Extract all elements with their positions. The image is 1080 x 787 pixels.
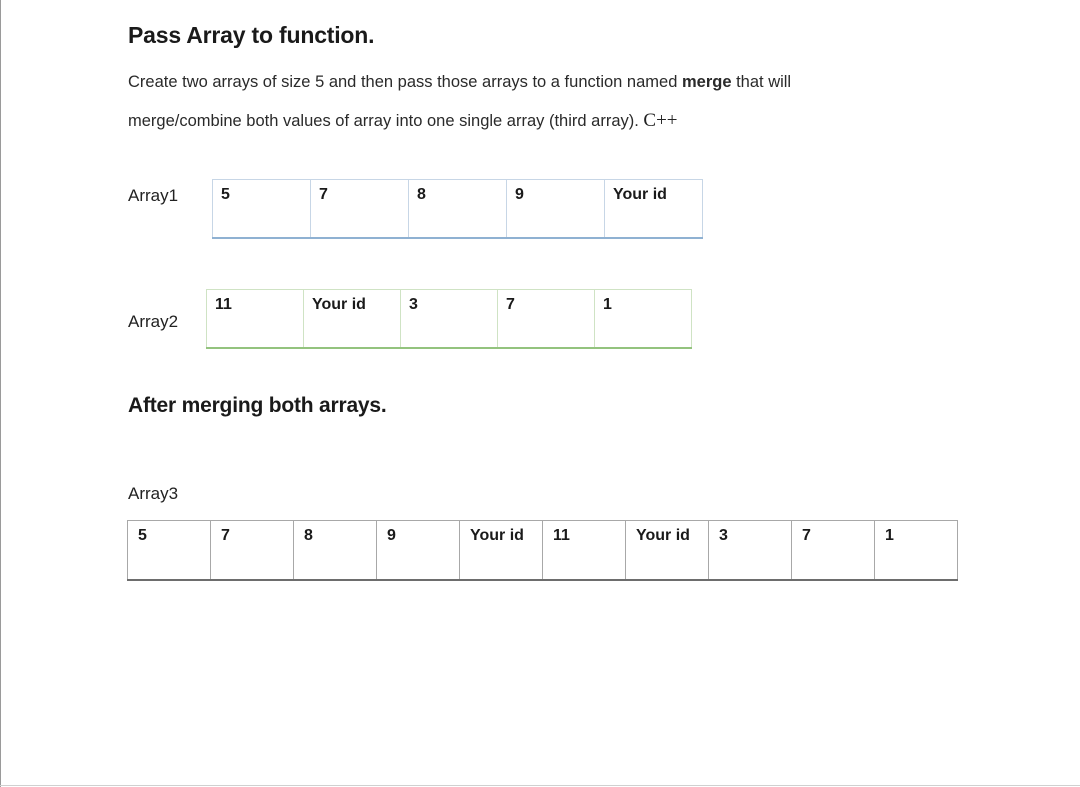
array3-cell [626,521,709,581]
array3-value: 7 [221,527,230,544]
array3-value: 9 [387,527,396,544]
array3-table [127,520,958,581]
array1-cell [409,180,507,239]
array1-cell [213,180,311,239]
array2-row [207,290,692,349]
array3-cell [377,521,460,581]
array1-value: 8 [417,186,426,203]
page-bottom-border [0,785,1080,786]
page-left-border [0,0,1,787]
array1-value: Your id [613,186,667,203]
array3-label: Array3 [128,484,179,503]
array3-cell [792,521,875,581]
after-merging-heading: After merging both arrays. [128,394,387,417]
array3-cell [128,521,211,581]
array2-value: 7 [506,296,515,313]
array2-cell [304,290,401,349]
array1-value: 5 [221,186,230,203]
array3-value: Your id [470,527,524,544]
array1-value: 9 [515,186,524,203]
array3-cell [709,521,792,581]
instruction-text-1b: that will [731,73,792,91]
array2-table [206,289,692,349]
instruction-text-2: merge/combine both values of array into one single array (third array). [128,112,644,130]
array3-value: 5 [138,527,147,544]
merge-keyword: merge [681,73,732,91]
array2-value: 3 [409,296,418,313]
language-label: C++ [643,110,678,131]
array3-cell [294,521,377,581]
array3-value: 3 [719,527,728,544]
array3-cell [543,521,626,581]
array3-value: 8 [304,527,313,544]
array1-cell [605,180,703,239]
array3-cell [460,521,543,581]
document-title: Pass Array to function. [128,22,375,48]
array2-value: 1 [603,296,612,313]
array1-row [213,180,703,239]
array3-value: 1 [885,527,894,544]
array2-cell [401,290,498,349]
array2-cell [595,290,692,349]
array2-value: 11 [215,296,232,313]
array3-value: 11 [553,527,570,544]
array1-value: 7 [319,186,328,203]
instruction-line-1 [128,73,791,92]
array2-value: Your id [312,296,366,313]
array2-label: Array2 [128,312,179,331]
array2-cell [498,290,595,349]
array1-table [212,179,703,239]
array2-cell [207,290,304,349]
array3-value: Your id [636,527,690,544]
array3-cell [211,521,294,581]
array3-cell [875,521,958,581]
instruction-line-2 [128,110,678,132]
array1-label: Array1 [128,186,179,205]
array3-row [128,521,958,581]
array3-value: 7 [802,527,811,544]
instruction-text-1a: Create two arrays of size 5 and then pass those arrays to a function named [128,73,682,91]
array1-cell [311,180,409,239]
array1-cell [507,180,605,239]
